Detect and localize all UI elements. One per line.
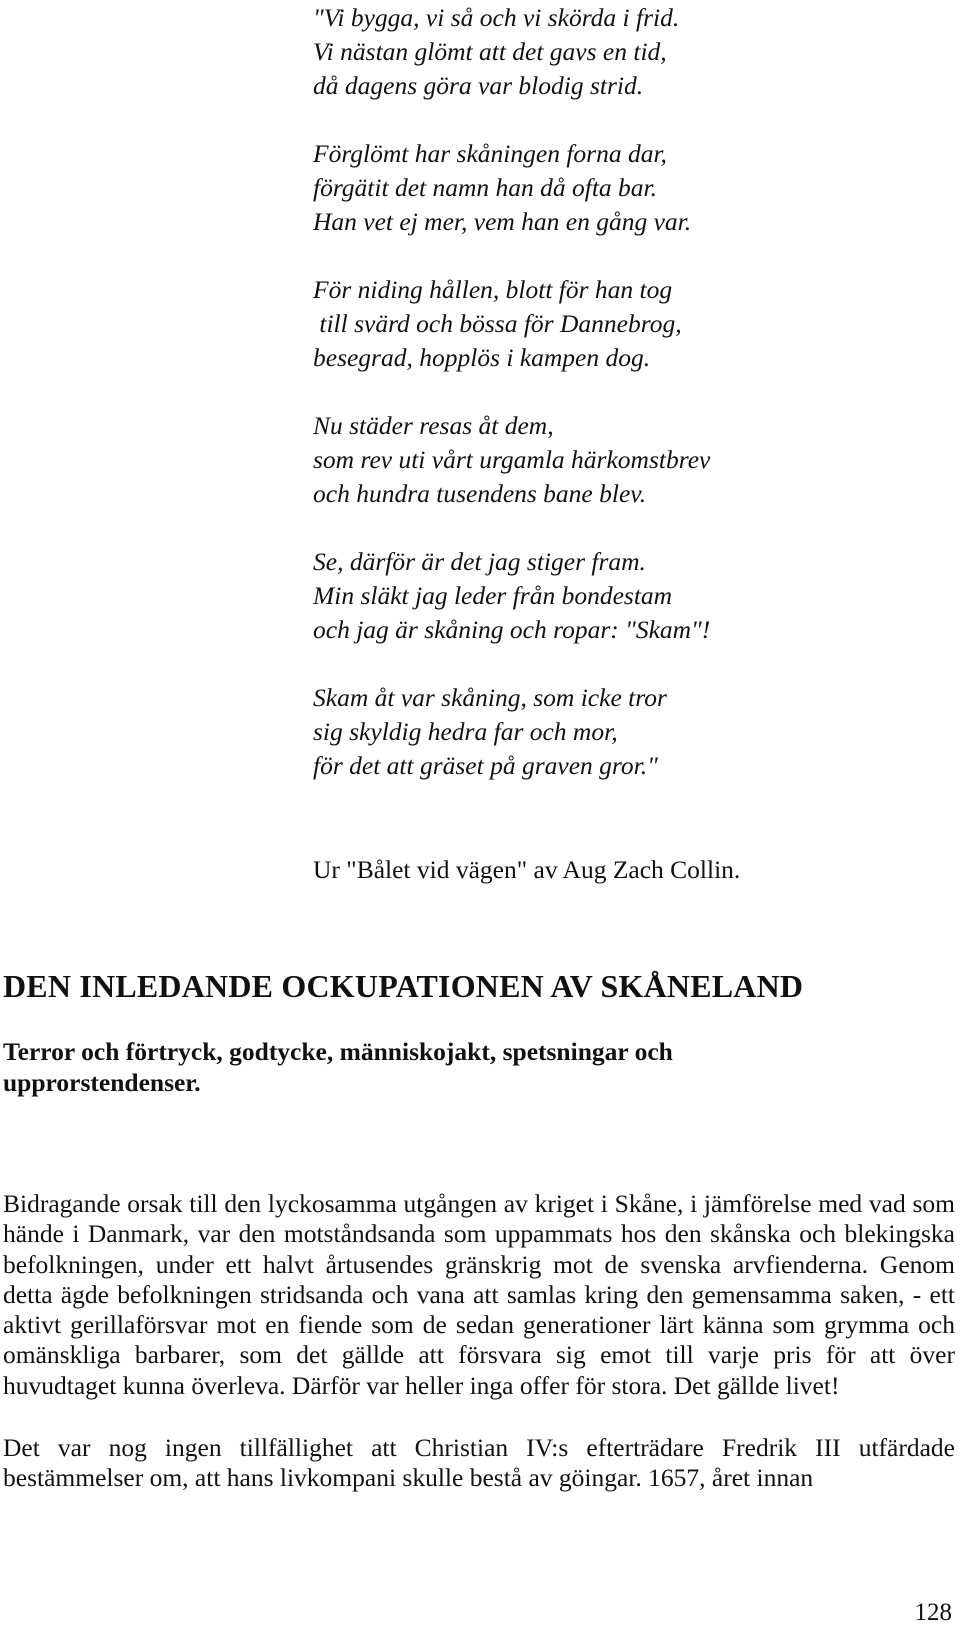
- poem-line: sig skyldig hedra far och mor,: [313, 717, 618, 746]
- page-number: 128: [914, 1599, 952, 1626]
- body-paragraph: Bidragande orsak till den lyckosamma utgången av kriget i Skåne, i jämförelse med vad som hände i Danmark, var den motståndsanda som uppammats hos den skånska och blekingska befolkningen, under ett halvt årtusendes gränskrig mot de svenska arvfienderna. Genom detta ägde befolkningen stridsanda och vana att samlas kring den gemensamma saken, - ett aktivt gerillaförsvar mot en fiende som de sedan generationer lärt känna som grymma och omänskliga barbarer, som det gällde att försvara sig emot till varje pris för att över huvudtaget kunna överleva. Därför var heller inga offer för stora. Det gällde livet!: [3, 1189, 955, 1400]
- poem-line: som rev uti vårt urgamla härkomstbrev: [313, 445, 711, 474]
- poem-line: Han vet ej mer, vem han en gång var.: [313, 207, 692, 236]
- poem-line: Förglömt har skåningen forna dar,: [313, 139, 667, 168]
- chapter-subheading: Terror och förtryck, godtycke, människojakt, spetsningar och upprorstendenser.: [3, 1037, 673, 1097]
- poem-line: och hundra tusendens bane blev.: [313, 479, 647, 508]
- poem-line: för det att gräset på graven gror.": [313, 751, 658, 780]
- body-paragraph: Det var nog ingen tillfällighet att Christian IV:s efterträdare Fredrik III utfärdade bestämmelser om, att hans livkompani skulle bestå av göingar. 1657, året innan: [3, 1433, 955, 1493]
- chapter-heading: DEN INLEDANDE OCKUPATIONEN AV SKÅNELAND: [3, 968, 804, 1004]
- poem-line: För niding hållen, blott för han tog: [313, 275, 673, 304]
- poem-line: och jag är skåning och ropar: "Skam"!: [313, 615, 711, 644]
- poem-line: Min släkt jag leder från bondestam: [313, 581, 673, 610]
- poem-line: Skam åt var skåning, som icke tror: [313, 683, 667, 712]
- poem-line: Nu städer resas åt dem,: [313, 411, 554, 440]
- poem-line: då dagens göra var blodig strid.: [313, 71, 644, 100]
- poem-line: Se, därför är det jag stiger fram.: [313, 547, 646, 576]
- poem-line: besegrad, hopplös i kampen dog.: [313, 343, 651, 372]
- poem-line: Vi nästan glömt att det gavs en tid,: [313, 37, 667, 66]
- poem-line: "Vi bygga, vi så och vi skörda i frid.: [313, 3, 680, 32]
- poem-line: förgätit det namn han då ofta bar.: [313, 173, 658, 202]
- poem-line: till svärd och bössa för Dannebrog,: [313, 309, 682, 338]
- poem-attribution: Ur "Bålet vid vägen" av Aug Zach Collin.: [313, 855, 741, 884]
